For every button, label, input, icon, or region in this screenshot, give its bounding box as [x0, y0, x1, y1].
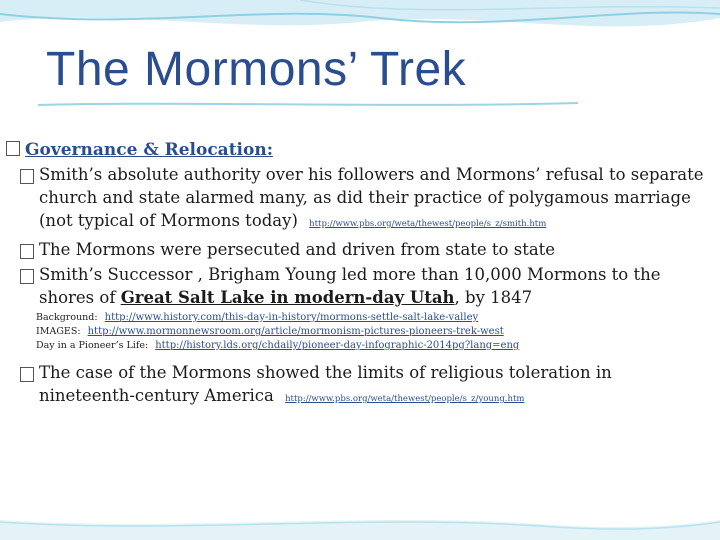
resource-links	[36, 311, 712, 353]
smith-link[interactable]: http://www.pbs.org/weta/thewest/people/s_z/smith.htm	[309, 219, 547, 229]
pioneer-day-link[interactable]: http://history.lds.org/chdaily/pioneer-day-infographic-2014pg?lang=eng	[155, 340, 520, 351]
section-heading	[6, 140, 712, 160]
bullet-box-icon	[20, 367, 34, 382]
resource-label: IMAGES:	[36, 326, 81, 337]
section-heading-text: Governance & Relocation:	[25, 140, 273, 160]
item-text-emphasis: Great Salt Lake in modern-day Utah	[120, 288, 455, 307]
item-text: The Mormons were persecuted and driven from state to state	[39, 240, 556, 259]
slide-content	[6, 140, 712, 413]
list-item	[20, 361, 712, 411]
resource-line	[36, 311, 712, 325]
bullet-box-icon	[20, 169, 34, 184]
list-item	[20, 163, 712, 236]
bullet-box-icon	[20, 269, 34, 284]
item-text: The case of the Mormons showed the limits of religious toleration in nineteenth-century America	[39, 363, 612, 405]
resource-label: Day in a Pioneer’s Life:	[36, 340, 149, 351]
list-item	[20, 263, 712, 309]
resource-line	[36, 325, 712, 339]
page-title: The Mormons’ Trek	[46, 43, 467, 96]
title-underline-decoration	[38, 100, 578, 108]
item-text: Smith’s absolute authority over his followers and Mormons’ refusal to separate church and state alarmed many, as did their practice of polygamous marriage (not typical of Mormons today)	[39, 165, 704, 230]
item-text: Smith’s Successor , Brigham Young led more than 10,000 Mormons to the shores of	[39, 265, 661, 307]
young-link[interactable]: http://www.pbs.org/weta/thewest/people/s_z/young.htm	[285, 394, 525, 404]
item-text: , by 1847	[454, 288, 533, 307]
bullet-box-icon	[6, 141, 20, 156]
resource-label: Background:	[36, 312, 98, 323]
bullet-box-icon	[20, 244, 34, 259]
list-item	[20, 238, 712, 261]
background-link[interactable]: http://www.history.com/this-day-in-history/mormons-settle-salt-lake-valley	[104, 312, 479, 323]
bottom-wave-decoration	[0, 500, 720, 540]
resource-line	[36, 339, 712, 353]
images-link[interactable]: http://www.mormonnewsroom.org/article/mormonism-pictures-pioneers-trek-west	[87, 326, 504, 337]
